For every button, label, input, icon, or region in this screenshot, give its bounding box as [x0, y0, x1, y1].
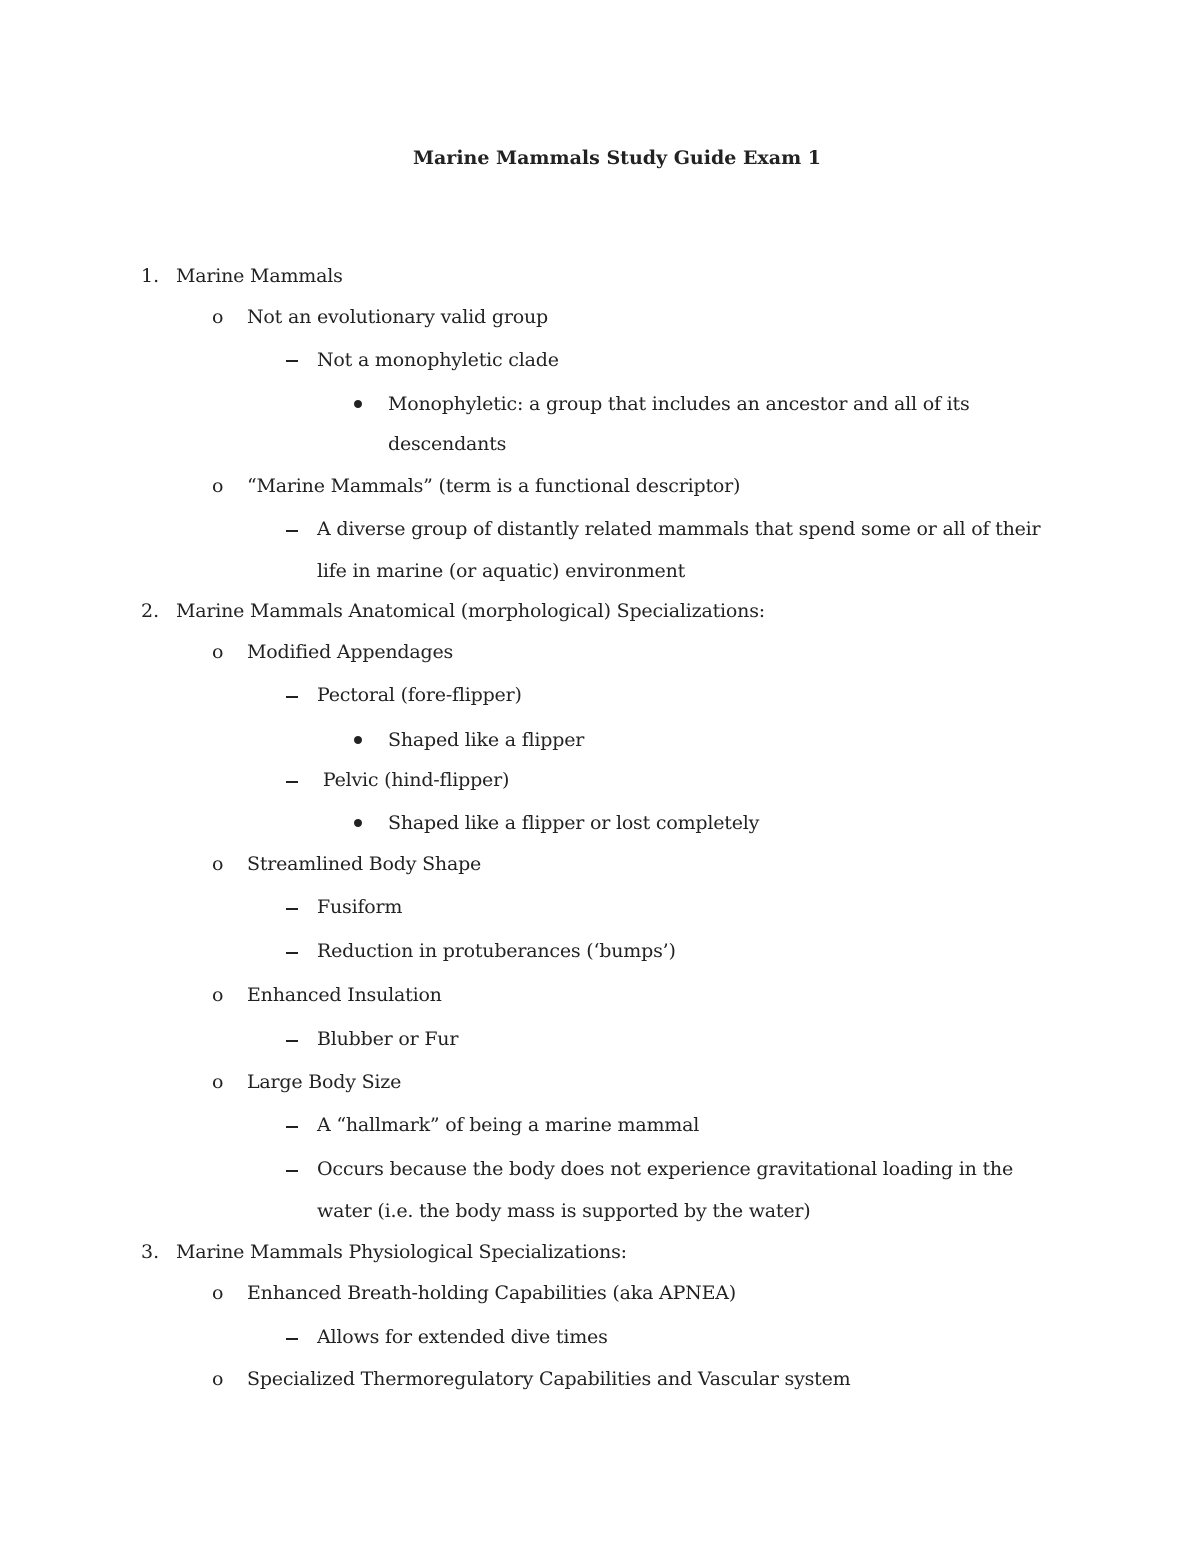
sub-item: Occurs because the body does not experience gravitational loading in the [317, 1158, 1013, 1180]
sub-item: Not a monophyletic clade [317, 349, 559, 371]
list-item: Streamlined Body Shape [247, 853, 482, 875]
sub-item: Reduction in protuberances (‘bumps’) [317, 940, 676, 962]
item-marker: o [212, 475, 224, 497]
section-number: 2. [141, 600, 160, 622]
dash-bullet-icon [286, 1126, 298, 1128]
item-marker: o [212, 853, 224, 875]
sub-item: A “hallmark” of being a marine mammal [317, 1114, 700, 1136]
item-marker: o [212, 984, 224, 1006]
sub-item-continuation: life in marine (or aquatic) environment [317, 560, 686, 582]
item-marker: o [212, 1368, 224, 1390]
item-marker: o [212, 306, 224, 328]
sub-item: Pectoral (fore-flipper) [317, 684, 522, 706]
bullet-dot-icon [354, 736, 362, 744]
sub-item: A diverse group of distantly related mammals that spend some or all of their [317, 518, 1041, 540]
section-heading: Marine Mammals [176, 265, 343, 287]
list-item: Large Body Size [247, 1071, 402, 1093]
dash-bullet-icon [286, 908, 298, 910]
dash-bullet-icon [286, 530, 298, 532]
list-item: Not an evolutionary valid group [247, 306, 548, 328]
item-marker: o [212, 1282, 224, 1304]
item-marker: o [212, 1071, 224, 1093]
bullet-item: Monophyletic: a group that includes an ancestor and all of its [388, 393, 970, 415]
section-number: 1. [141, 265, 160, 287]
section-heading: Marine Mammals Anatomical (morphological) Specializations: [176, 600, 765, 622]
section-number: 3. [141, 1241, 160, 1263]
sub-item: Allows for extended dive times [317, 1326, 608, 1348]
dash-bullet-icon [286, 952, 298, 954]
dash-bullet-icon [286, 1338, 298, 1340]
dash-bullet-icon [286, 1040, 298, 1042]
bullet-item-continuation: descendants [388, 433, 507, 455]
list-item: Enhanced Insulation [247, 984, 442, 1006]
list-item: Modified Appendages [247, 641, 454, 663]
item-marker: o [212, 641, 224, 663]
dash-bullet-icon [286, 696, 298, 698]
dash-bullet-icon [286, 1170, 298, 1172]
bullet-item: Shaped like a flipper [388, 729, 585, 751]
list-item: “Marine Mammals” (term is a functional descriptor) [247, 475, 741, 497]
dash-bullet-icon [286, 781, 298, 783]
sub-item-continuation: water (i.e. the body mass is supported by the water) [317, 1200, 811, 1222]
sub-item: Blubber or Fur [317, 1028, 459, 1050]
document-title: Marine Mammals Study Guide Exam 1 [412, 147, 822, 169]
list-item: Specialized Thermoregulatory Capabilities and Vascular system [247, 1368, 851, 1390]
dash-bullet-icon [286, 360, 298, 362]
bullet-item: Shaped like a flipper or lost completely [388, 812, 760, 834]
list-item: Enhanced Breath-holding Capabilities (aka APNEA) [247, 1282, 736, 1304]
bullet-dot-icon [354, 400, 362, 408]
section-heading: Marine Mammals Physiological Specializations: [176, 1241, 627, 1263]
bullet-dot-icon [354, 819, 362, 827]
sub-item: Fusiform [317, 896, 403, 918]
sub-item: Pelvic (hind-flipper) [317, 769, 510, 791]
